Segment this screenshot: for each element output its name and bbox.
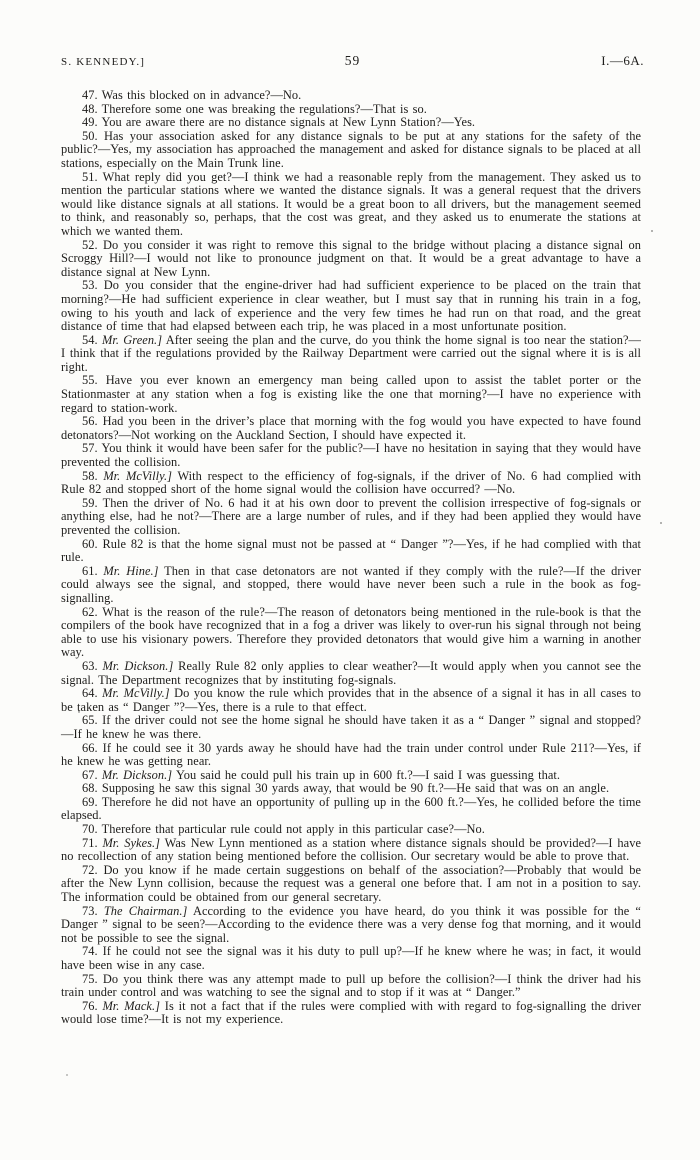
qa-paragraph xyxy=(61,945,641,972)
speaker-name: The Chairman.] xyxy=(103,903,188,918)
question-answer-text: You are aware there are no distance signals at New Lynn Station?—Yes. xyxy=(101,115,476,130)
question-number: 60. xyxy=(82,536,103,551)
question-number: 51. xyxy=(82,169,103,184)
question-answer-text: Do you know if he made certain suggestions on behalf of the association?—Probably that would be after the New Lynn collision, because the request was a general one before that. I am not in a position to say. The information could be obtained from our general secretary. xyxy=(61,862,641,905)
qa-paragraph xyxy=(61,742,641,769)
question-answer-text: Then in that case detonators are not wanted if they comply with the rule?—If the driver could always see the signal, and stopped, there would have never been such a rule in the book as fog-signalling. xyxy=(61,563,642,605)
qa-paragraph xyxy=(61,660,641,687)
qa-paragraph xyxy=(61,837,641,864)
question-number: 63. xyxy=(82,658,103,673)
qa-paragraph xyxy=(61,374,641,415)
qa-paragraph xyxy=(61,116,641,130)
qa-paragraph xyxy=(61,606,641,660)
question-number: 49. xyxy=(82,115,102,130)
question-number: 62. xyxy=(82,604,103,619)
question-number: 73. xyxy=(82,903,104,918)
question-answer-text: Do you consider it was right to remove this signal to the bridge without placing a distance signal on Scroggy Hill?—I would not like to pronounce judgment on that. It would be a great advantage to have a distance signal at New Lynn. xyxy=(61,237,641,279)
question-number: 59. xyxy=(82,495,103,510)
question-answer-text: Had you been in the driver’s place that morning with the fog would you have expected to have found detonators?—Not working on the Auckland Section, I should have expected it. xyxy=(61,414,641,442)
question-number: 61. xyxy=(82,563,104,578)
qa-paragraph xyxy=(61,1000,641,1027)
question-number: 58. xyxy=(82,468,104,483)
question-answer-text: What reply did you get?—I think we had a reasonable reply from the management. They asked us to mention the particular stations where we wanted the distance signals. It was a general request that the drivers would like distance signals at all stations. It would be a great boon to all drivers, but the management seemed to think, and reasonably so, perhaps, that the cost was great, and they asked us to enumerate the stations at which we wanted them. xyxy=(61,169,641,238)
qa-paragraph xyxy=(61,714,641,741)
question-number: 76. xyxy=(82,998,103,1013)
qa-paragraph xyxy=(61,782,641,796)
question-answer-text: Supposing he saw this signal 30 yards away, that would be 90 ft.?—He said that was on an angle. xyxy=(101,781,610,796)
question-number: 72. xyxy=(82,862,104,877)
qa-paragraph xyxy=(61,497,641,538)
question-number: 48. xyxy=(82,101,102,116)
question-number: 55. xyxy=(82,373,106,388)
witness-name: S. KENNEDY.] xyxy=(61,56,146,68)
question-number: 52. xyxy=(82,237,103,252)
speaker-name: Mr. Mack.] xyxy=(102,998,160,1013)
question-answer-text: Do you think there was any attempt made to pull up before the collision?—I think the driver had his train under control and was watching to see the signal and to stop if it was at “ Danger.” xyxy=(61,971,641,1000)
qa-paragraph xyxy=(61,334,641,375)
speaker-name: Mr. Green.] xyxy=(101,332,163,347)
question-answer-text: Rule 82 is that the home signal must not be passed at “ Danger ”?—Yes, if he had complied with that rule. xyxy=(61,536,641,565)
qa-paragraph xyxy=(61,279,641,333)
scan-speckle xyxy=(66,1074,68,1076)
question-number: 56. xyxy=(82,414,103,429)
qa-paragraph xyxy=(61,442,641,469)
question-answer-text: With respect to the efficiency of fog-signals, if the driver of No. 6 had complied with Rule 82 and stopped short of the home signal would the collision have occurred? —No. xyxy=(61,468,642,497)
question-number: 71. xyxy=(82,835,103,850)
question-answer-text: Have you ever known an emergency man being called upon to assist the tablet porter or the Stationmaster at any station when a fog is existing like the one that morning?—I have no experience with regard to station-work. xyxy=(61,373,641,415)
question-answer-text: What is the reason of the rule?—The reason of detonators being mentioned in the rule-book is that the compilers of the book have recognized that in a fog a driver was likely to over-run his signal through not being able to use his visionary powers. Therefore they provided detonators that would give him a warning in another way. xyxy=(61,604,641,660)
qa-paragraph xyxy=(61,823,641,837)
qa-paragraph xyxy=(61,130,641,171)
qa-paragraph xyxy=(61,565,641,606)
speaker-name: Mr. McVilly.] xyxy=(103,468,172,483)
question-number: 54. xyxy=(82,332,102,347)
speaker-name: Mr. Hine.] xyxy=(103,563,159,578)
document-body xyxy=(61,89,641,1027)
qa-paragraph xyxy=(61,864,641,905)
qa-paragraph xyxy=(61,239,641,280)
question-answer-text: You said he could pull his train up in 600 ft.?—I said I was guessing that. xyxy=(175,767,561,782)
question-answer-text: Therefore some one was breaking the regulations?—That is so. xyxy=(101,101,427,116)
qa-paragraph xyxy=(61,905,641,946)
qa-paragraph xyxy=(61,103,641,117)
speaker-name: Mr. Sykes.] xyxy=(102,835,161,850)
qa-paragraph xyxy=(61,973,641,1000)
speaker-name: Mr. Dickson.] xyxy=(102,658,174,673)
question-answer-text: Is it not a fact that if the rules were complied with with regard to fog-signalling the driver would lose time?—It is not my experience. xyxy=(61,998,641,1027)
qa-paragraph xyxy=(61,415,641,442)
question-number: 47. xyxy=(82,88,102,102)
qa-paragraph xyxy=(61,538,641,565)
question-answer-text: Was New Lynn mentioned as a station where distance signals should be provided?—I have no recollection of any station being mentioned before the collision. Our secretary would be able to prove that. xyxy=(61,835,641,864)
question-answer-text: After seeing the plan and the curve, do you think the home signal is too near the station?—I think that if the regulations provided by the Railway Department were carried out the signal where it is is all right. xyxy=(61,332,641,374)
question-number: 57. xyxy=(82,441,102,456)
question-number: 74. xyxy=(82,944,103,959)
qa-paragraph xyxy=(61,796,641,823)
question-answer-text: You think it would have been safer for the public?—I have no hesitation in saying that they would have prevented the collision. xyxy=(61,441,641,470)
question-answer-text: If he could see it 30 yards away he should have had the train under control under Rule 211?—Yes, if he knew he was getting near. xyxy=(61,740,641,769)
question-number: 69. xyxy=(82,794,102,809)
question-answer-text: Do you know the rule which provides that in the absence of a signal it has in all cases to be taken as “ Danger ”?—Yes, there is a rule to that effect. xyxy=(61,686,641,714)
scan-speckle xyxy=(78,710,80,713)
qa-paragraph xyxy=(61,470,641,497)
question-number: 53. xyxy=(82,278,104,293)
scan-speckle xyxy=(660,522,662,524)
question-answer-text: Has your association asked for any distance signals to be put at any stations for the safety of the public?—Yes, my association has approached the management and asked for distance signals to be placed at all stations, especially on the Main Trunk line. xyxy=(61,128,641,170)
question-number: 67. xyxy=(82,767,102,782)
question-number: 50. xyxy=(82,128,104,143)
qa-paragraph xyxy=(61,89,641,103)
question-answer-text: If he could not see the signal was it his duty to pull up?—If he knew where he was; in fact, it would have been wise in any case. xyxy=(61,944,641,972)
question-answer-text: Really Rule 82 only applies to clear weather?—It would apply when you cannot see the signal. The Department recognizes that by instituting fog-signals. xyxy=(61,658,641,687)
question-number: 66. xyxy=(82,740,103,755)
question-answer-text: Do you consider that the engine-driver had had sufficient experience to be placed on the train that morning?—He had sufficient experience in clear weather, but I must say that in running his train in a fog, owing to his youth and lack of experience and the very few times he had run on that road, and the great distance of time that had elapsed between each trip, he was placed in a most unfortunate position. xyxy=(61,278,641,334)
speaker-name: Mr. Dickson.] xyxy=(101,767,173,782)
question-number: 65. xyxy=(82,713,103,728)
question-answer-text: If the driver could not see the home signal he should have taken it as a “ Danger ” signal and stopped?—If he knew he was there. xyxy=(61,713,641,741)
qa-paragraph xyxy=(61,769,641,783)
question-answer-text: Was this blocked on in advance?—No. xyxy=(101,88,302,102)
scan-speckle xyxy=(651,230,653,232)
qa-paragraph xyxy=(61,687,641,714)
question-answer-text: Therefore he did not have an opportunity of pulling up in the 600 ft.?—Yes, he collided before the time elapsed. xyxy=(61,794,641,823)
question-answer-text: Therefore that particular rule could not apply in this particular case?—No. xyxy=(101,822,485,837)
speaker-name: Mr. McVilly.] xyxy=(102,686,170,701)
running-head xyxy=(61,53,644,69)
question-answer-text: Then the driver of No. 6 had it at his own door to prevent the collision irrespective of fog-signals or anything else, had he not?—There are a large number of rules, and if they had been applied they would have prevented the collision. xyxy=(61,495,641,537)
question-number: 70. xyxy=(82,822,102,837)
question-answer-text: According to the evidence you have heard, do you think it was possible for the “ Danger ” signal to be seen?—According to the evidence there was a very dense fog that morning, and it would not be possible to see the signal. xyxy=(61,903,641,945)
question-number: 68. xyxy=(82,781,102,796)
question-number: 64. xyxy=(82,686,103,701)
question-number: 75. xyxy=(82,971,103,986)
qa-paragraph xyxy=(61,171,641,239)
paper-reference: I.—6A. xyxy=(601,53,644,68)
page-number: 59 xyxy=(344,53,361,68)
